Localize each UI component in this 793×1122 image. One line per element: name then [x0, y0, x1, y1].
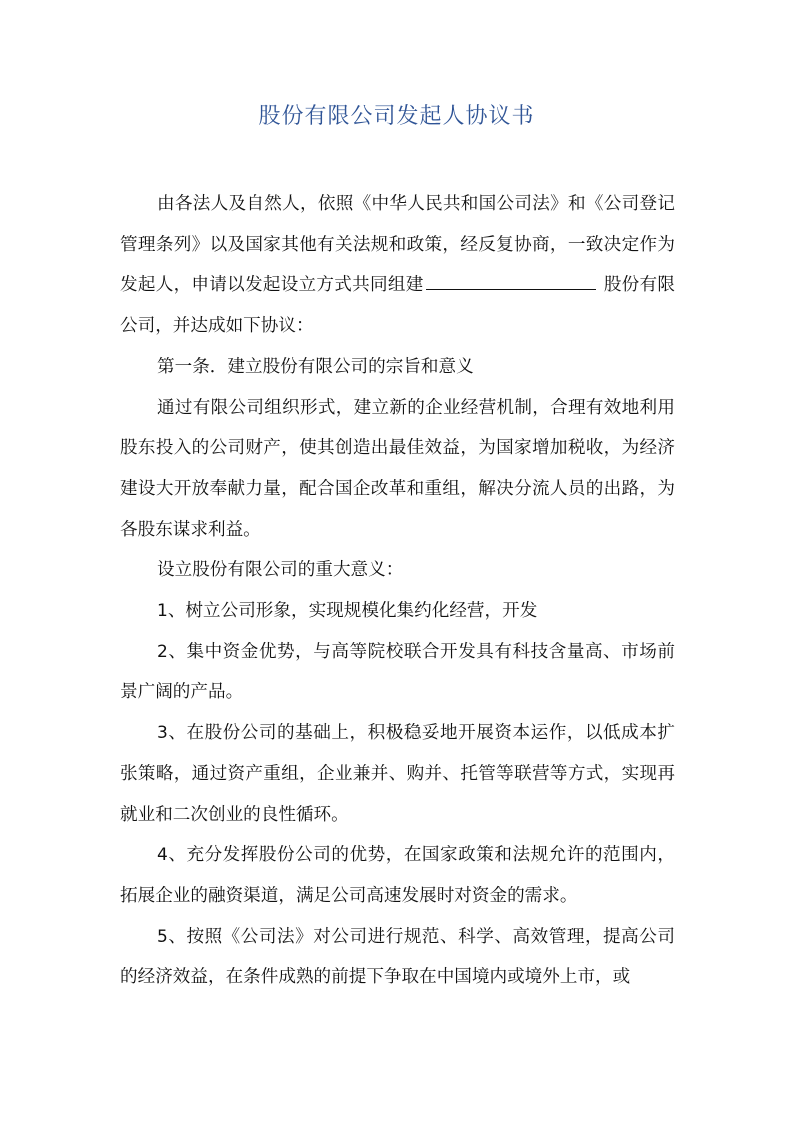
list-item-number: 1 [157, 601, 168, 622]
list-item-number: 4 [157, 845, 168, 866]
list-item-text: 、集中资金优势，与高等院校联合开发具有科技含量高、市场前景广阔的产品。 [120, 641, 675, 703]
article1-heading: 第一条．建立股份有限公司的宗旨和意义 [157, 356, 474, 377]
list-item [120, 917, 675, 998]
document-body [120, 184, 675, 998]
list-item-text: 、充分发挥股份公司的优势，在国家政策和法规允许的范围内，拓展企业的融资渠道，满足公司高速发展时对资金的需求。 [120, 845, 675, 906]
company-name-blank [426, 269, 596, 290]
list-item [120, 632, 675, 713]
article1-body: 通过有限公司组织形式，建立新的企业经营机制，合理有效地利用股东投入的公司财产，使其创造出最佳效益，为国家增加税收，为经济建设大开放奉献力量，配合国企改革和重组，解决分流人员的出路，为各股东谋求利益。 [120, 397, 675, 540]
list-item-text: 、在股份公司的基础上，积极稳妥地开展资本运作，以低成本扩张策略，通过资产重组，企业兼并、购并、托管等联营等方式，实现再就业和二次创业的良性循环。 [120, 723, 675, 825]
intro-paragraph [120, 184, 675, 347]
document-title: 股份有限公司发起人协议书 [258, 104, 535, 129]
list-item [120, 835, 675, 916]
significance-heading: 设立股份有限公司的重大意义： [157, 560, 404, 581]
list-item-number: 5 [157, 926, 168, 947]
list-item-number: 3 [157, 723, 168, 744]
list-item-text: 、按照《公司法》对公司进行规范、科学、高效管理，提高公司的经济效益，在条件成熟的前提下争取在中国境内或境外上市，或 [120, 926, 675, 988]
intro-text-part2: 股份有限公司，并达成如下协议： [120, 275, 675, 337]
list-item [120, 713, 675, 835]
list-item [120, 591, 675, 632]
list-item-number: 2 [157, 641, 168, 662]
intro-text-part1: 由各法人及自然人，依照《中华人民共和国公司法》和《公司登记管理条列》以及国家其他有关法规和政策，经反复协商，一致决定作为发起人，申请以发起设立方式共同组建 [120, 194, 675, 296]
list-item-text: 、树立公司形象，实现规模化集约化经营，开发 [167, 601, 538, 622]
